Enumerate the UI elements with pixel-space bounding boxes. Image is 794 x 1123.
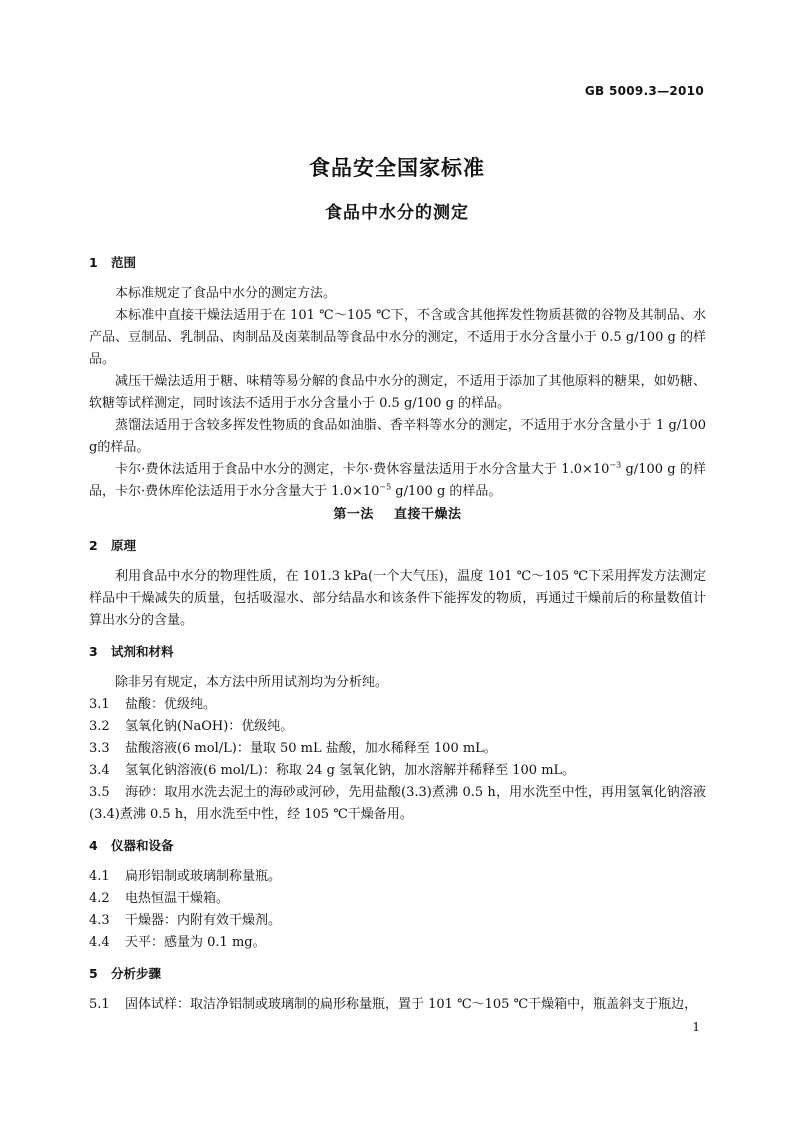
paragraph: 本标准中直接干燥法适用于在 101 ℃～105 ℃下，不含或含其他挥发性物质甚微的谷物及其制品、水产品、豆制品、乳制品、肉制品及卤菜制品等食品中水分的测定，不适用于水分含量小于 0.5 g/100 g 的样品。 [89, 308, 706, 367]
paragraph: 利用食品中水分的物理性质，在 101.3 kPa(一个大气压)，温度 101 ℃～105 ℃下采用挥发方法测定样品中干燥减失的质量，包括吸湿水、部分结晶水和该条件下能挥发的物质，再通过干燥前后的称量数值计算出水分的含量。 [89, 569, 706, 628]
list-item: 3.4 氢氧化钠溶液(6 mol/L)：称取 24 g 氢氧化钠，加水溶解并稀释至 100 mL。 [89, 763, 576, 778]
section-heading-principle [89, 535, 706, 557]
method-name: 直接干燥法 [394, 507, 462, 522]
section-number: 3 [89, 644, 98, 659]
section-number: 4 [89, 838, 98, 853]
superscript: −5 [379, 482, 392, 492]
list-item: 4.3 干燥器：内附有效干燥剂。 [89, 913, 282, 928]
superscript: −3 [609, 460, 622, 470]
list-item: 3.2 氢氧化钠(NaOH)：优级纯。 [89, 719, 294, 734]
page-number: 1 [692, 1020, 700, 1034]
section-number: 2 [89, 538, 98, 553]
section-heading-reagents [89, 641, 706, 663]
sub-title: 食品中水分的测定 [325, 203, 469, 223]
paragraph: 除非另有规定，本方法中所用试剂均为分析纯。 [115, 675, 389, 690]
section-title: 试剂和材料 [111, 644, 174, 659]
list-item: 3.1 盐酸：优级纯。 [89, 697, 217, 712]
paragraph-karl-fischer: 卡尔·费休法适用于食品中水分的测定，卡尔·费休容量法适用于水分含量大于 $1.0\times 10^{-3}$ g/100 g 的样品，卡尔·费休库伦法适用于水分含量大于 $1.0\times 10^{-5}$ g/100 g 的样品。 [89, 460, 706, 499]
section-title: 分析步骤 [111, 966, 162, 981]
list-item: 3.3 盐酸溶液(6 mol/L)：量取 50 mL 盐酸，加水稀释至 100 mL。 [89, 741, 497, 756]
main-title: 食品安全国家标准 [309, 156, 485, 180]
section-heading-scope [89, 252, 706, 274]
section-title: 原理 [111, 538, 137, 553]
document-body [89, 252, 706, 1016]
list-item: 3.5 海砂：取用水洗去泥土的海砂或河砂，先用盐酸(3.3)煮沸 0.5 h，用水洗至中性，再用氢氧化钠溶液(3.4)煮沸 0.5 h，用水洗至中性，经 105 ℃干燥备用。 [89, 785, 706, 822]
method-heading [89, 504, 706, 526]
paragraph: 蒸馏法适用于含较多挥发性物质的食品如油脂、香辛料等水分的测定，不适用于水分含量小于 1 g/100 g的样品。 [89, 418, 706, 455]
section-heading-apparatus [89, 835, 706, 857]
section-title: 仪器和设备 [111, 838, 174, 853]
list-item: 5.1 固体试样：取洁净铝制或玻璃制的扁形称量瓶，置于 101 ℃～105 ℃干燥箱中，瓶盖斜支于瓶边， [89, 997, 698, 1012]
section-number: 5 [89, 966, 98, 981]
list-item: 4.2 电热恒温干燥箱。 [89, 891, 230, 906]
section-number: 1 [89, 255, 98, 270]
list-item: 4.4 天平：感量为 0.1 mg。 [89, 935, 266, 950]
paragraph: 本标准规定了食品中水分的测定方法。 [115, 286, 337, 301]
list-item: 4.1 扁形铝制或玻璃制称量瓶。 [89, 869, 282, 884]
method-label: 第一法 [333, 507, 374, 522]
paragraph: 减压干燥法适用于糖、味精等易分解的食品中水分的测定，不适用于添加了其他原料的糖果，如奶糖、软糖等试样测定，同时该法不适用于水分含量小于 0.5 g/100 g 的样品。 [89, 374, 706, 411]
standard-code: GB 5009.3—2010 [584, 84, 704, 98]
section-heading-procedure [89, 963, 706, 985]
section-title: 范围 [111, 255, 137, 270]
